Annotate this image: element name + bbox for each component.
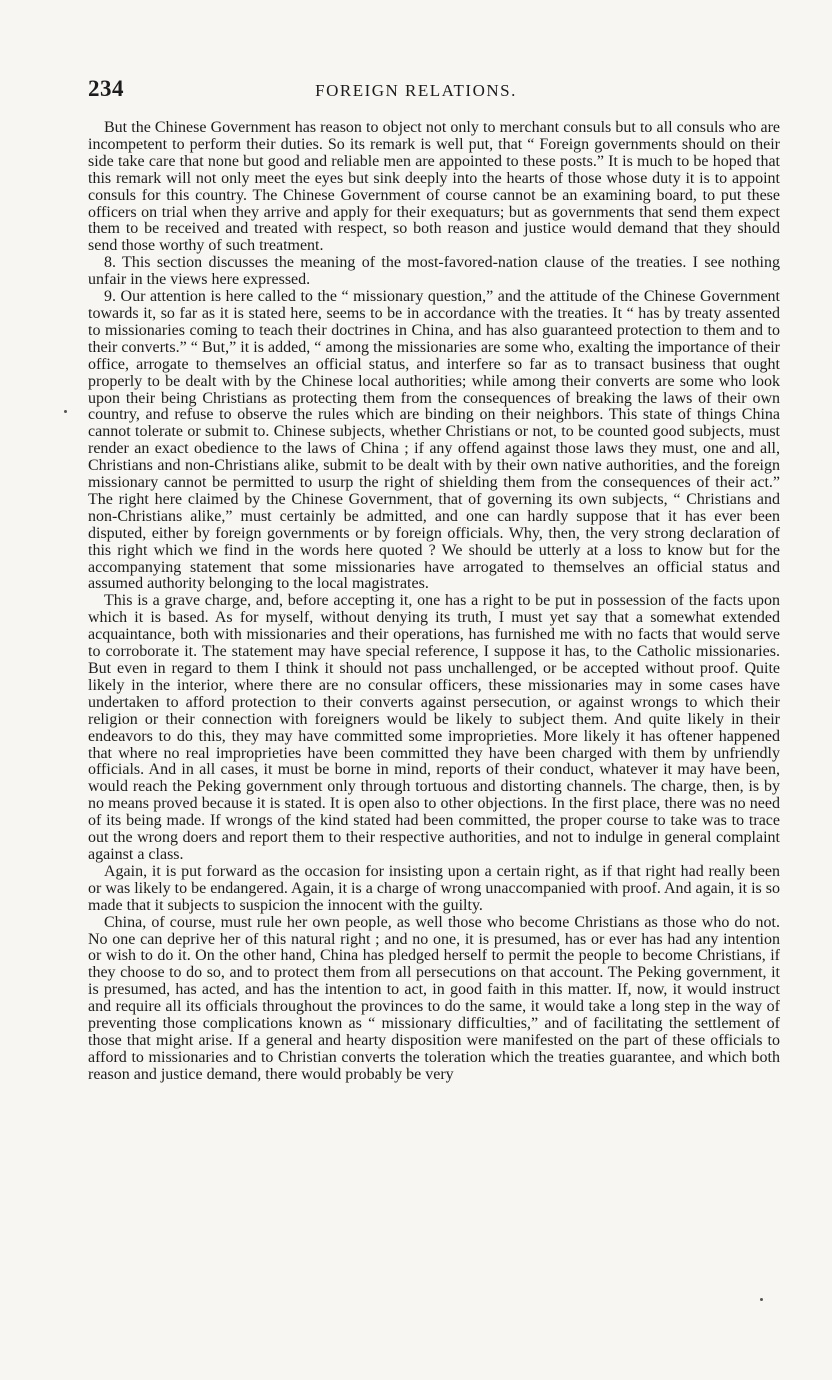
running-title: FOREIGN RELATIONS.	[315, 81, 517, 100]
page-header	[0, 76, 832, 106]
paragraph-again: Again, it is put forward as the occasion for insisting upon a certain right, as if that right had really been or was likely to be endangered. Again, it is a charge of wrong unaccompanied with proof. And again, it is so made that it subjects to suspicion the innocent with the guilty.	[88, 862, 780, 914]
margin-mark	[760, 1298, 763, 1301]
paragraph-grave-charge: This is a grave charge, and, before accepting it, one has a right to be put in possession of the facts upon which it is based. As for myself, without denying its truth, I must yet say that a somewhat extended acquaintance, both with missionaries and their operations, has furnished me with no facts that would serve to corroborate it. The statement may have special reference, I suppose it has, to the Catholic missionaries. But even in regard to them I think it should not pass unchallenged, or be accepted without proof. Quite likely in the interior, where there are no consular officers, these missionaries may in some cases have undertaken to afford protection to their converts against persecution, or against wrongs to which their religion or their connection with foreigners would be likely to subject them. And quite likely in their endeavors to do this, they may have committed some improprieties. More likely it has oftener happened that where no real improprieties have been committed they have been charged with them by unfriendly officials. And in all cases, it must be borne in mind, reports of their conduct, whatever it may have been, would reach the Peking government only through tortuous and distorting channels. The charge, then, is by no means proved because it is stated. It is open also to other objections. In the first place, there was no need of its being made. If wrongs of the kind stated had been committed, the proper course to take was to trace out the wrong doers and report them to their respective authorities, and not to indulge in general complaint against a class.	[88, 592, 780, 863]
paragraph-consuls: But the Chinese Government has reason to object not only to merchant consuls but to all consuls who are incompetent to perform their duties. So its remark is well put, that “ Foreign governments should on their side take care that none but good and reliable men are appointed to these posts.” It is much to be hoped that this remark will not only meet the eyes but sink deeply into the hearts of those whose duty it is to appoint consuls for this country. The Chinese Government of course cannot be an examining board, to put these officers on trial when they arrive and apply for their exequaturs; but as governments that send them expect them to be received and treated with respect, so both reason and justice would demand that they should send those worthy of such treatment.	[88, 119, 780, 255]
paragraph-china-rule: China, of course, must rule her own people, as well those who become Christians as those who do not. No one can deprive her of this natural right ; and no one, it is presumed, has or ever has had any intention or wish to do it. On the other hand, China has pledged herself to permit the people to become Christians, if they choose to do so, and to protect them from all persecutions on that account. The Peking government, it is presumed, has acted, and has the intention to act, in good faith in this matter. If, now, it would instruct and require all its officials throughout the provinces to do the same, it would take a long step in the way of preventing those complications known as “ missionary difficulties,” and of facilitating the settlement of those that might arise. If a general and hearty disposition were manifested on the part of these officials to afford to missionaries and to Christian converts the toleration which the treaties guarantee, and which both reason and justice demand, there would probably be very	[88, 913, 780, 1083]
paragraph-section-9: 9. Our attention is here called to the “ missionary question,” and the attitude of the Chinese Government towards it, so far as it is stated here, seems to be in accordance with the treaties. It “ has by treaty assented to missionaries coming to teach their doctrines in China, and has also guaranteed protection to them and to their converts.” “ But,” it is added, “ among the missionaries are some who, exalting the importance of their office, arrogate to themselves an official status, and interfere so far as to transact business that ought properly to be dealt with by the Chinese local authorities; while among their converts are some who look upon their being Christians as protecting them from the consequences of breaking the laws of their own country, and refuse to observe the rules which are binding on their neighbors. This state of things China cannot tolerate or submit to. Chinese subjects, whether Christians or not, to be counted good subjects, must render an exact obedience to the laws of China ; if any offend against those laws they must, one and all, Christians and non-Christians alike, submit to be dealt with by their own native authorities, and the foreign missionary cannot be permitted to usurp the right of shielding them from the consequences of their act.” The right here claimed by the Chinese Government, that of governing its own subjects, “ Christians and non-Christians alike,” must certainly be admitted, and one can hardly suppose that it has ever been disputed, either by foreign governments or by foreign officials. Why, then, the very strong declaration of this right which we find in the words here quoted ? We should be utterly at a loss to know but for the accompanying statement that some missionaries have arrogated to themselves an official status and assumed authority belonging to the local magistrates.	[88, 288, 780, 593]
margin-mark	[64, 410, 67, 413]
body-text	[88, 120, 780, 1084]
page-number: 234	[88, 76, 124, 101]
paragraph-section-8: 8. This section discusses the meaning of the most-favored-nation clause of the treaties. I see nothing unfair in the views here expressed.	[88, 254, 780, 289]
